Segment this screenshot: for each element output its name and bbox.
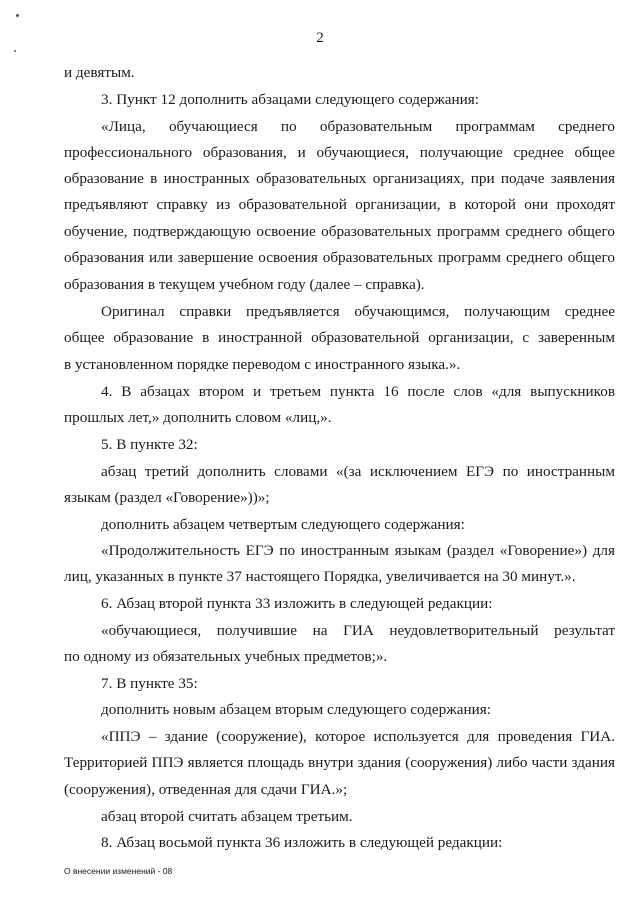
text-line: лиц, указанных в пункте 37 настоящего Порядка, увеличивается на 30 минут.».	[64, 568, 576, 585]
text-line: 5. В пункте 32:	[101, 436, 198, 453]
text-line: (сооружения), отведенная для сдачи ГИА.»;	[64, 781, 348, 798]
text-line: общее образование в иностранной образовательной организации, с заверенным	[64, 329, 615, 346]
text-line: «Лица, обучающиеся по образовательным программам среднего	[101, 118, 615, 135]
text-line: прошлых лет,» дополнить словом «лиц,».	[64, 409, 332, 426]
text-line: Территорией ППЭ является площадь внутри здания (сооружения) либо части здания	[64, 754, 615, 771]
text-line: образования или завершение освоения образовательных программ среднего общего	[64, 249, 615, 266]
text-line: профессионального образования, и обучающиеся, получающие среднее общее	[64, 144, 615, 161]
text-line: дополнить новым абзацем вторым следующего содержания:	[101, 701, 491, 718]
scan-speck	[14, 50, 16, 52]
text-line: 6. Абзац второй пункта 33 изложить в следующей редакции:	[101, 595, 493, 612]
text-line: образование в иностранных образовательных организациях, при подаче заявления	[64, 170, 615, 187]
text-line: в установленном порядке переводом с иностранного языка.».	[64, 356, 461, 373]
footer-text: О внесении изменений - 08	[64, 866, 173, 876]
text-line: «Продолжительность ЕГЭ по иностранным языкам (раздел «Говорение») для	[101, 542, 615, 559]
text-line: «ППЭ – здание (сооружение), которое используется для проведения ГИА.	[101, 728, 615, 745]
text-line: дополнить абзацем четвертым следующего содержания:	[101, 516, 465, 533]
text-line: абзац третий дополнить словами «(за исключением ЕГЭ по иностранным	[101, 463, 615, 480]
text-line: 4. В абзацах втором и третьем пункта 16 после слов «для выпускников	[101, 383, 615, 400]
text-line: 8. Абзац восьмой пункта 36 изложить в следующей редакции:	[101, 834, 503, 851]
scan-speck	[16, 14, 19, 17]
text-line: «обучающиеся, получившие на ГИА неудовлетворительный результат	[101, 622, 615, 639]
text-line: образования в текущем учебном году (далее – справка).	[64, 276, 425, 293]
page-number: 2	[316, 30, 324, 46]
text-line: и девятым.	[64, 64, 135, 81]
text-line: 3. Пункт 12 дополнить абзацами следующего содержания:	[101, 91, 479, 108]
text-line: языкам (раздел «Говорение»))»;	[64, 489, 270, 506]
text-line: предъявляют справку из образовательной организации, в которой они проходят	[64, 196, 615, 213]
text-line: по одному из обязательных учебных предметов;».	[64, 648, 388, 665]
text-line: 7. В пункте 35:	[101, 675, 198, 692]
text-line: обучение, подтверждающую освоение образовательных программ среднего общего	[64, 223, 615, 240]
text-line: Оригинал справки предъявляется обучающимся, получающим среднее	[101, 303, 615, 320]
text-line: абзац второй считать абзацем третьим.	[101, 808, 353, 825]
